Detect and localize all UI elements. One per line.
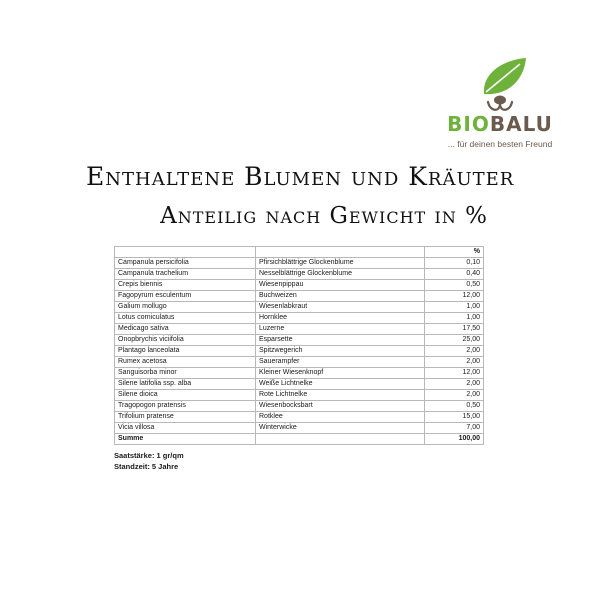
percent-cell: 1,00 <box>425 302 484 313</box>
german-name-cell: Winterwicke <box>256 423 425 434</box>
latin-name-cell: Onopbrychis viciifolia <box>115 335 256 346</box>
german-name-cell: Spitzwegerich <box>256 346 425 357</box>
german-name-cell: Luzerne <box>256 324 425 335</box>
percent-cell: 17,50 <box>425 324 484 335</box>
percent-cell: 15,00 <box>425 412 484 423</box>
latin-name-cell: Plantago lanceolata <box>115 346 256 357</box>
latin-name-cell: Silene dioica <box>115 390 256 401</box>
percent-cell: 0,40 <box>425 269 484 280</box>
brand-name <box>440 112 560 136</box>
latin-name-cell: Campanula trachelium <box>115 269 256 280</box>
percent-cell: 12,00 <box>425 368 484 379</box>
percent-cell: 12,00 <box>425 291 484 302</box>
latin-name-cell: Sanguisorba minor <box>115 368 256 379</box>
brand-tagline: ... für deinen besten Freund <box>447 139 553 149</box>
percent-cell: 0,50 <box>425 401 484 412</box>
table-row <box>115 423 484 434</box>
percent-cell: 0,10 <box>425 258 484 269</box>
table-row <box>115 401 484 412</box>
latin-name-cell: Lotus corniculatus <box>115 313 256 324</box>
ingredients-table-body <box>115 247 484 445</box>
table-row <box>115 302 484 313</box>
german-name-cell: Sauerampfer <box>256 357 425 368</box>
percent-cell: % <box>425 247 484 258</box>
percent-cell: 1,00 <box>425 313 484 324</box>
german-name-cell: Pfirsichblättrige Glockenblume <box>256 258 425 269</box>
table-row <box>115 357 484 368</box>
latin-name-cell: Galium mollugo <box>115 302 256 313</box>
page-subtitle: Anteilig nach Gewicht in % <box>160 203 488 229</box>
german-name-cell: Weiße Lichtnelke <box>256 379 425 390</box>
percent-cell: 7,00 <box>425 423 484 434</box>
percent-cell: 25,00 <box>425 335 484 346</box>
latin-name-cell <box>115 247 256 258</box>
table-row <box>115 379 484 390</box>
latin-name-cell: Vicia villosa <box>115 423 256 434</box>
brand-name-part2: BALU <box>489 112 553 136</box>
latin-name-cell: Medicago sativa <box>115 324 256 335</box>
table-row <box>115 368 484 379</box>
german-name-cell: Esparsette <box>256 335 425 346</box>
german-name-cell: Wiesenbocksbart <box>256 401 425 412</box>
german-name-cell: Rote Lichtnelke <box>256 390 425 401</box>
german-name-cell <box>256 247 425 258</box>
table-row <box>115 291 484 302</box>
german-name-cell: Hornklee <box>256 313 425 324</box>
latin-name-cell: Silene latifolia ssp. alba <box>115 379 256 390</box>
table-sum-row <box>115 434 484 445</box>
german-name-cell: Rotklee <box>256 412 425 423</box>
german-name-cell: Buchweizen <box>256 291 425 302</box>
table-header-row <box>115 247 484 258</box>
percent-cell: 100,00 <box>425 434 484 445</box>
page-title: Enthaltene Blumen und Kräuter <box>86 162 515 191</box>
latin-name-cell: Rumex acetosa <box>115 357 256 368</box>
table-row <box>115 335 484 346</box>
latin-name-cell: Crepis biennis <box>115 280 256 291</box>
seed-rate-note: Saatstärke: 1 gr/qm <box>114 451 184 460</box>
table-row <box>115 258 484 269</box>
german-name-cell: Wiesenlabkraut <box>256 302 425 313</box>
table-row <box>115 269 484 280</box>
table-row <box>115 346 484 357</box>
latin-name-cell: Fagopyrum esculentum <box>115 291 256 302</box>
percent-cell: 2,00 <box>425 390 484 401</box>
latin-name-cell: Summe <box>115 434 256 445</box>
lifespan-note: Standzeit: 5 Jahre <box>114 462 179 471</box>
german-name-cell: Kleiner Wiesenknopf <box>256 368 425 379</box>
german-name-cell: Nesselblättrige Glockenblume <box>256 269 425 280</box>
percent-cell: 2,00 <box>425 357 484 368</box>
table-row <box>115 313 484 324</box>
percent-cell: 2,00 <box>425 346 484 357</box>
latin-name-cell: Trifolium pratense <box>115 412 256 423</box>
brand-name-part1: BIO <box>447 112 490 136</box>
latin-name-cell: Tragopogon pratensis <box>115 401 256 412</box>
seed-notes <box>114 450 184 472</box>
german-name-cell: Wiesenpippau <box>256 280 425 291</box>
table-row <box>115 324 484 335</box>
percent-cell: 0,50 <box>425 280 484 291</box>
table-row <box>115 390 484 401</box>
percent-cell: 2,00 <box>425 379 484 390</box>
ingredients-table <box>114 246 484 445</box>
brand-logo <box>440 56 580 156</box>
german-name-cell <box>256 434 425 445</box>
table-row <box>115 280 484 291</box>
latin-name-cell: Campanula persicifolia <box>115 258 256 269</box>
leaf-dog-nose-icon <box>470 56 530 114</box>
table-row <box>115 412 484 423</box>
